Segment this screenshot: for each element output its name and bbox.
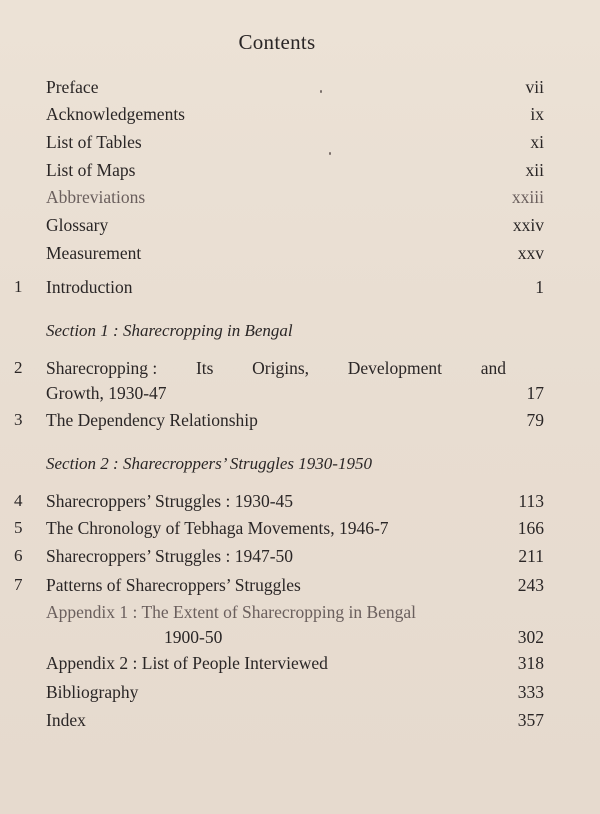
toc-entry-page: xii bbox=[525, 160, 544, 180]
toc-entry-page: 243 bbox=[517, 575, 544, 595]
toc-entry-page: xxiii bbox=[511, 187, 544, 207]
toc-entry-bibliography bbox=[0, 679, 600, 705]
toc-entry-label: Bibliography bbox=[46, 682, 139, 702]
toc-entry-label: Appendix 1 : The Extent of Sharecropping in Bengal bbox=[46, 602, 417, 622]
toc-entry-page: 211 bbox=[518, 546, 544, 566]
toc-entry-chapter-7 bbox=[0, 572, 600, 598]
paper-speck bbox=[320, 90, 322, 93]
toc-entry-preface bbox=[0, 74, 600, 100]
toc-entry-label: Patterns of Sharecroppers’ Struggles bbox=[46, 575, 301, 595]
label-word: Origins, bbox=[252, 358, 310, 378]
toc-entry-label: Measurement bbox=[46, 243, 142, 263]
toc-entry-appendix-2 bbox=[0, 650, 600, 676]
toc-entry-page: 302 bbox=[517, 627, 544, 647]
section-title: Section 2 : Sharecroppers’ Struggles 1930-1950 bbox=[46, 454, 372, 473]
toc-entry-label: The Chronology of Tebhaga Movements, 1946-7 bbox=[46, 518, 389, 538]
toc-entry-page: 113 bbox=[518, 491, 544, 511]
toc-entry-page: xxiv bbox=[512, 215, 544, 235]
page-title: Contents bbox=[238, 30, 316, 54]
toc-entry-page: xi bbox=[530, 132, 544, 152]
chapter-number: 6 bbox=[14, 546, 23, 565]
chapter-number: 7 bbox=[14, 575, 23, 594]
toc-entry-acknowledgements bbox=[0, 101, 600, 127]
toc-entry-list-of-tables bbox=[0, 129, 600, 155]
toc-entry-label: Glossary bbox=[46, 215, 109, 235]
toc-entry-page: 79 bbox=[526, 410, 544, 430]
label-word: Development bbox=[347, 358, 443, 378]
toc-entry-page: 166 bbox=[517, 518, 544, 538]
toc-entry-glossary bbox=[0, 212, 600, 238]
toc-entry-label: Sharecroppers’ Struggles : 1947-50 bbox=[46, 546, 294, 566]
label-word: Sharecropping : bbox=[46, 358, 158, 378]
chapter-number: 4 bbox=[14, 491, 23, 510]
toc-entry-label-line-2: 1900-50 bbox=[164, 627, 223, 647]
chapter-number: 5 bbox=[14, 518, 23, 537]
chapter-number: 3 bbox=[14, 410, 23, 429]
toc-entry-chapter-6 bbox=[0, 543, 600, 569]
section-heading-1 bbox=[0, 318, 600, 344]
toc-entry-chapter-5 bbox=[0, 515, 600, 541]
toc-entry-chapter-2-line-2 bbox=[0, 380, 600, 406]
toc-entry-appendix-1-line-2 bbox=[0, 624, 600, 650]
toc-entry-index bbox=[0, 707, 600, 733]
toc-entry-page: 318 bbox=[517, 653, 544, 673]
toc-entry-page: vii bbox=[525, 77, 544, 97]
toc-entry-label: List of Maps bbox=[46, 160, 136, 180]
toc-entry-list-of-maps bbox=[0, 157, 600, 183]
section-heading-2 bbox=[0, 451, 600, 477]
toc-entry-chapter-4 bbox=[0, 488, 600, 514]
toc-entry-page: 357 bbox=[517, 710, 544, 730]
toc-entry-label: Sharecroppers’ Struggles : 1930-45 bbox=[46, 491, 294, 511]
paper-speck bbox=[329, 152, 331, 155]
toc-entry-introduction bbox=[0, 274, 600, 300]
toc-entry-chapter-2 bbox=[0, 355, 600, 381]
toc-entry-label: The Dependency Relationship bbox=[46, 410, 258, 430]
toc-entry-label: List of Tables bbox=[46, 132, 142, 152]
toc-entry-page: 333 bbox=[517, 682, 544, 702]
toc-entry-page: 1 bbox=[535, 277, 544, 297]
chapter-number: 2 bbox=[14, 358, 23, 377]
chapter-number: 1 bbox=[14, 277, 23, 296]
toc-entry-measurement bbox=[0, 240, 600, 266]
toc-entry-appendix-1 bbox=[0, 599, 600, 625]
toc-entry-label: Introduction bbox=[46, 277, 133, 297]
toc-entry-label: Index bbox=[46, 710, 86, 730]
label-word: and bbox=[480, 358, 506, 378]
toc-entry-label-line-1 bbox=[46, 355, 506, 381]
toc-entry-page: xxv bbox=[517, 243, 544, 263]
toc-entry-label: Acknowledgements bbox=[46, 104, 185, 124]
toc-entry-label: Preface bbox=[46, 77, 99, 97]
toc-entry-label: Appendix 2 : List of People Interviewed bbox=[46, 653, 328, 673]
toc-entry-page: 17 bbox=[526, 383, 544, 403]
toc-entry-chapter-3 bbox=[0, 407, 600, 433]
toc-entry-label: Abbreviations bbox=[46, 187, 146, 207]
section-title: Section 1 : Sharecropping in Bengal bbox=[46, 321, 293, 340]
toc-entry-page: ix bbox=[530, 104, 544, 124]
label-word: Its bbox=[195, 358, 214, 378]
toc-entry-abbreviations bbox=[0, 184, 600, 210]
toc-entry-label-line-2: Growth, 1930-47 bbox=[46, 383, 167, 403]
